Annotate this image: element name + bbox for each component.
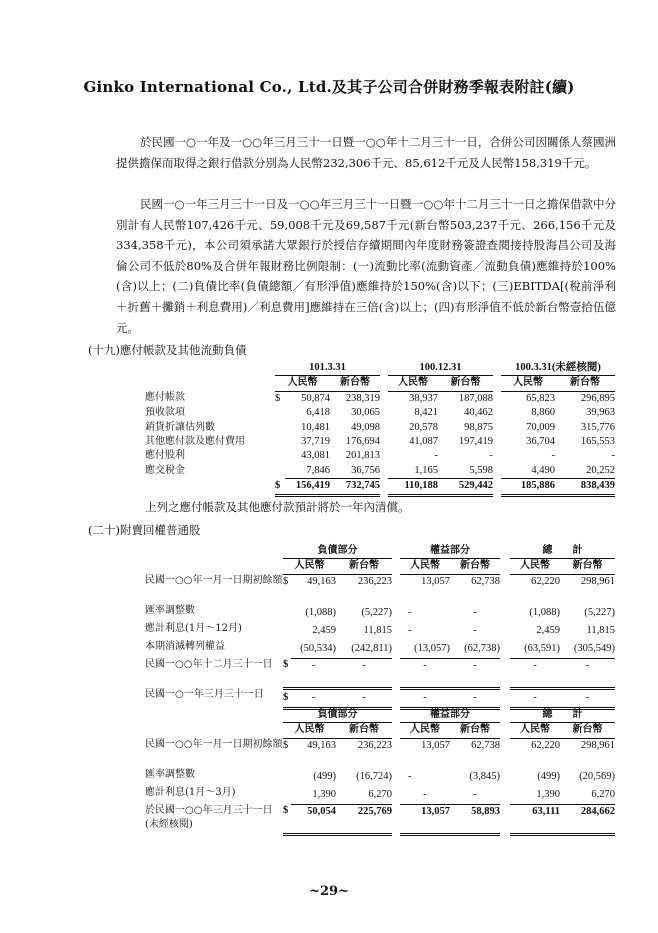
currency-header-row [145,723,615,738]
cell-value: 49,098 [351,421,380,433]
cell-value: 298,961 [580,575,616,587]
table-row [145,421,615,435]
cell-value: - [408,625,412,637]
payables-table [145,361,615,497]
total-row [145,479,615,495]
cell-value: - [473,625,477,637]
cell-value: 11,815 [586,625,616,637]
group-header: 權益部分 [400,544,500,559]
currency-header-row [145,559,615,574]
cell-value: (50,534) [291,640,336,658]
currency-sign: $ [275,479,285,495]
cell-value: (63,591) [510,640,560,658]
table-row [145,435,615,449]
group-header: 總 計 [510,708,615,723]
cell-value: 6,270 [336,786,392,804]
col-header-ntd: 新台幣 [330,376,380,391]
row-label: 民國一○○年一月一日期初餘額 [145,739,283,751]
col-header-ntd: 新台幣 [450,559,500,574]
total-value: 13,057 [400,804,450,834]
currency-sign: $ [275,392,281,404]
total-value: 58,893 [450,804,500,834]
cell-value: - [510,658,560,688]
row-label: 應付帳款 [145,392,185,404]
page-number: ~29~ [309,884,349,899]
total-value: 838,439 [555,479,615,495]
total-value: 225,769 [336,804,392,834]
cell-value: - [611,450,615,462]
cell-value: 13,057 [421,739,451,751]
currency-sign: $ [283,804,291,834]
period-header: 100.3.31(未經核閱) [501,361,615,376]
cell-value: 36,704 [526,436,555,448]
cell-value: 6,270 [560,786,615,804]
total-value: 63,111 [510,804,560,834]
paragraph-guarantee-loans [116,132,616,173]
currency-sign: $ [283,739,289,751]
row-label: 本期消滅轉列權益 [145,641,225,653]
table-row [145,574,615,604]
col-header-rmb: 人民幣 [388,376,438,391]
col-header-rmb: 人民幣 [400,723,450,738]
section-title-payables: (十九)應付帳款及其他流動負債 [88,343,247,357]
col-header-ntd: 新台幣 [336,559,392,574]
paragraph-covenants [116,194,616,338]
period-header: 100.12.31 [388,361,493,376]
row-label: 應交稅金 [145,464,185,476]
table-row [145,391,615,406]
cell-value: 6,418 [306,407,330,419]
cell-value: (16,724) [356,771,393,783]
cell-value: 1,390 [510,786,560,804]
table-row [145,406,615,420]
cell-value: 236,223 [357,739,393,751]
cell-value: 176,694 [345,436,380,448]
paragraph-text: 於民國一○一年及一○○年三月三十一日暨一○○年十二月三十一日，合併公司因關係人蔡國洲提供擔保而取得之銀行借款分別為人民幣232,306千元、85,612千元及人民幣158,319千元。 [116,135,616,170]
col-header-rmb: 人民幣 [510,723,560,738]
cell-value: 1,165 [388,464,438,479]
row-label: 應付股利 [145,450,185,462]
cell-value: 8,860 [531,407,555,419]
cell-value: 11,815 [363,625,393,637]
cell-value: - [560,658,615,688]
currency-sign: $ [283,658,291,688]
cell-value: 37,719 [301,436,330,448]
cell-value: - [450,658,500,688]
cell-value: - [400,688,450,708]
col-header-ntd: 新台幣 [438,376,493,391]
cell-value: (499) [313,771,336,783]
cell-value: 201,813 [345,450,380,462]
cell-value: (20,569) [579,771,616,783]
puttable-shares-table-quarter [145,708,615,836]
paragraph-text: 民國一○一年三月三十一日及一○○年三月三十一日暨一○○年十二月三十一日之擔保借款中分別計有人民幣107,426千元、59,008千元及69,587千元(新台幣503,237千元、266,156千元及334,358千元)，本公司須承諾大眾銀行於授信存續期間內年度財務簽證查閱接持股海昌公司及海倫公司不低於80%及合併年報財務比例限制：(一)流動比率(流動資產／流動負債)應維持於100%(含)以上；(二)負債比率(負債總額／有形淨值)應維持於150%(含)以下；(三)EBITDA[(稅前淨利＋折舊＋攤銷＋利息費用)／利息費用]應維持在三倍(含)以上；(四)有形淨值不低於新台幣壹拾伍億元。 [116,197,616,335]
row-label: 民國一○○年十二月三十一日 [145,659,273,671]
col-header-rmb: 人民幣 [283,559,336,574]
col-header-rmb: 人民幣 [501,376,555,391]
cell-value: 7,846 [285,464,330,479]
cell-value: 20,252 [555,464,615,479]
cell-value: 70,009 [526,421,555,433]
row-label: 匯率調整數 [145,605,195,617]
group-header: 總 計 [510,544,615,559]
col-header-rmb: 人民幣 [400,559,450,574]
cell-value: (5,227) [584,607,616,619]
cell-value: 62,738 [471,739,501,751]
cell-value: 2,459 [536,625,561,637]
cell-value: - [400,786,450,804]
cell-value: - [560,688,615,708]
cell-value: 50,874 [301,392,330,404]
cell-value: 298,961 [580,739,616,751]
row-label: 應計利息(1月～3月) [145,787,236,799]
puttable-shares-table-annual [145,544,615,710]
cell-value: - [450,688,500,708]
table-row [145,604,615,622]
row-label: 預收款項 [145,407,185,419]
cell-value: 20,578 [409,421,438,433]
col-header-rmb: 人民幣 [283,723,336,738]
currency-sign: $ [283,688,291,708]
currency-header-row [145,376,615,391]
cell-value: (3,845) [469,771,501,783]
col-header-ntd: 新台幣 [560,723,615,738]
cell-value: 38,937 [409,392,438,404]
cell-value: 62,220 [531,575,561,587]
cell-value: 49,163 [307,575,336,587]
cell-value: 296,895 [580,392,615,404]
cell-value: (13,057) [400,640,450,658]
total-value: 110,188 [388,479,438,495]
col-header-ntd: 新台幣 [336,723,392,738]
cell-value: 238,319 [345,392,380,404]
col-header-rmb: 人民幣 [510,559,560,574]
currency-sign: $ [283,575,289,587]
cell-value: - [551,450,555,462]
cell-value: 315,776 [580,421,615,433]
table-row [145,738,615,768]
row-label: 於民國一○○年三月三十一日(未經核閱) [145,805,273,831]
cell-value: 49,163 [307,739,336,751]
group-header: 負債部分 [283,544,392,559]
cell-value: - [510,688,560,708]
col-header-rmb: 人民幣 [275,376,330,391]
table-row [145,640,615,658]
cell-value: 39,963 [586,407,615,419]
total-value: 284,662 [560,804,615,834]
period-header: 101.3.31 [275,361,380,376]
row-label: 民國一○一年三月三十一日 [145,689,264,701]
group-header: 權益部分 [400,708,500,723]
cell-value: (242,811) [336,640,392,658]
col-header-ntd: 新台幣 [450,723,500,738]
table-row [145,688,615,708]
cell-value: 30,065 [351,407,380,419]
group-header: 負債部分 [283,708,392,723]
payables-note: 上列之應付帳款及其他應付款預計將於一年內清償。 [145,500,410,514]
group-header-row [145,708,615,723]
table-row [145,464,615,479]
cell-value: 13,057 [421,575,451,587]
cell-value: (62,738) [450,640,500,658]
table-row [145,449,615,463]
cell-value: (1,088) [305,607,336,619]
col-header-ntd: 新台幣 [555,376,615,391]
cell-value: 8,421 [414,407,438,419]
cell-value: (305,549) [560,640,615,658]
cell-value: 98,875 [464,421,493,433]
total-value: 185,886 [501,479,555,495]
section-title-puttable-shares: (二十)附賣回權普通股 [88,523,201,537]
table-row [145,768,615,786]
cell-value: - [400,658,450,688]
cell-value: - [291,658,336,688]
cell-value: 197,419 [458,436,493,448]
total-value: 529,442 [438,479,493,495]
cell-value: 62,738 [471,575,501,587]
cell-value: 65,823 [526,392,555,404]
cell-value: - [434,450,438,462]
row-label: 匯率調整數 [145,769,195,781]
cell-value: - [408,771,412,783]
cell-value: - [450,786,500,804]
page-title: Ginko International Co., Ltd.及其子公司合併財務季報表附註(續) [83,78,575,96]
cell-value: 10,481 [301,421,330,433]
group-header-row [145,544,615,559]
row-label: 應計利息(1月～12月) [145,623,242,635]
total-row [145,804,615,834]
cell-value: 165,553 [580,436,615,448]
cell-value: 41,087 [409,436,438,448]
table-row [145,658,615,688]
cell-value: 236,223 [357,575,393,587]
row-label: 民國一○○年一月一日期初餘額 [145,575,283,587]
table-row [145,622,615,640]
cell-value: - [336,688,392,708]
cell-value: 43,081 [301,450,330,462]
row-label: 其他應付款及應付費用 [145,436,245,448]
total-value: 732,745 [330,479,380,495]
cell-value: 62,220 [531,739,561,751]
cell-value: 1,390 [291,786,336,804]
row-label: 銷貨折讓估列數 [145,421,215,433]
cell-value: 5,598 [438,464,493,479]
cell-value: (499) [537,771,561,783]
total-value: 156,419 [285,479,330,495]
col-header-ntd: 新台幣 [560,559,615,574]
cell-value: - [473,607,477,619]
cell-value: 2,459 [312,625,336,637]
cell-value: 40,462 [464,407,493,419]
period-header-row [145,361,615,376]
table-row [145,786,615,804]
cell-value: (5,227) [361,607,393,619]
cell-value: - [408,607,412,619]
total-value: 50,054 [291,804,336,834]
cell-value: 4,490 [501,464,555,479]
cell-value: 187,088 [458,392,493,404]
cell-value: - [291,688,336,708]
cell-value: 36,756 [330,464,380,479]
cell-value: - [336,658,392,688]
cell-value: - [489,450,493,462]
cell-value: (1,088) [529,607,561,619]
